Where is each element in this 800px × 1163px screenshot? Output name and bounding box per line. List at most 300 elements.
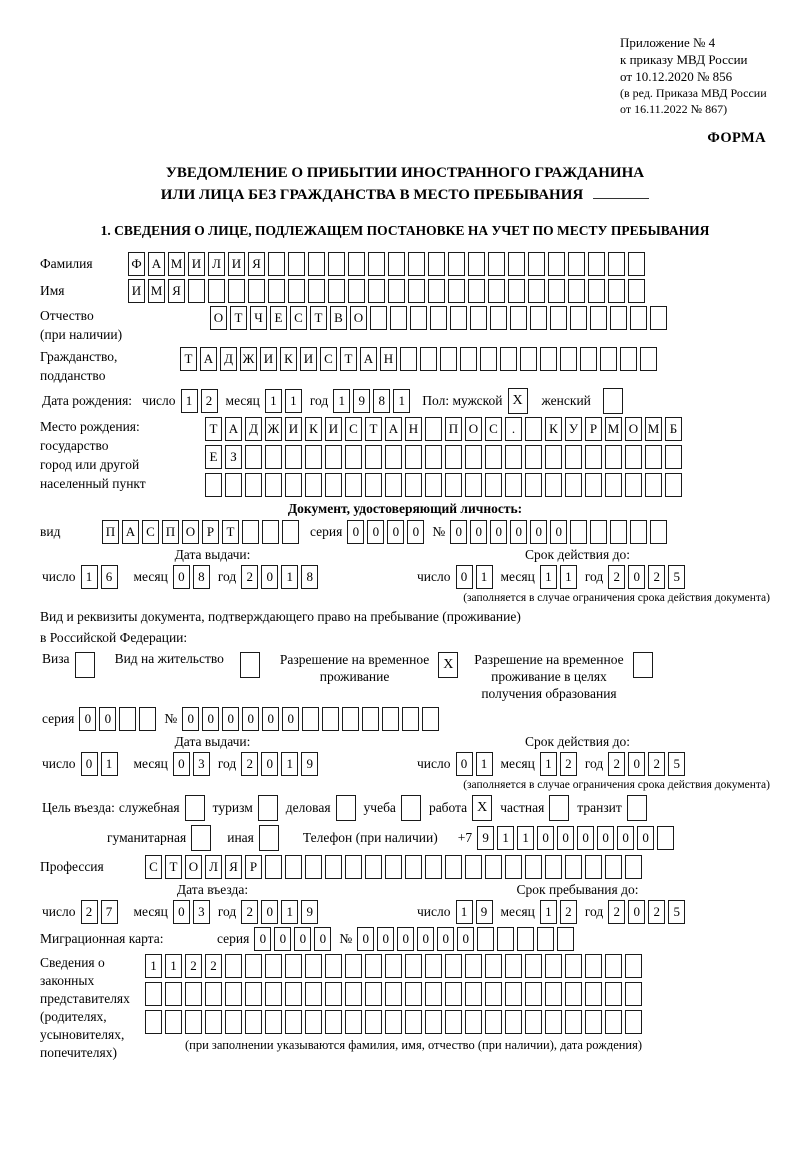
char-box[interactable] bbox=[517, 927, 534, 951]
char-box[interactable]: 8 bbox=[301, 565, 318, 589]
char-box[interactable] bbox=[625, 855, 642, 879]
char-box[interactable] bbox=[348, 279, 365, 303]
char-box[interactable]: 3 bbox=[193, 900, 210, 924]
char-box[interactable]: 9 bbox=[476, 900, 493, 924]
char-box[interactable] bbox=[165, 1010, 182, 1034]
char-box[interactable] bbox=[365, 982, 382, 1006]
char-box[interactable] bbox=[342, 707, 359, 731]
char-box[interactable] bbox=[408, 279, 425, 303]
char-box[interactable] bbox=[465, 445, 482, 469]
char-box[interactable] bbox=[139, 707, 156, 731]
char-box[interactable] bbox=[165, 982, 182, 1006]
char-box[interactable]: 2 bbox=[205, 954, 222, 978]
char-box[interactable]: С bbox=[290, 306, 307, 330]
char-box[interactable] bbox=[265, 1010, 282, 1034]
char-box[interactable] bbox=[188, 279, 205, 303]
char-box[interactable] bbox=[445, 445, 462, 469]
char-box[interactable] bbox=[585, 855, 602, 879]
char-box[interactable]: 0 bbox=[173, 900, 190, 924]
char-box[interactable] bbox=[505, 954, 522, 978]
char-box[interactable]: 0 bbox=[254, 927, 271, 951]
char-box[interactable]: 2 bbox=[608, 752, 625, 776]
char-box[interactable] bbox=[485, 473, 502, 497]
char-box[interactable] bbox=[585, 445, 602, 469]
char-box[interactable] bbox=[285, 1010, 302, 1034]
char-box[interactable] bbox=[485, 1010, 502, 1034]
char-box[interactable]: Е bbox=[205, 445, 222, 469]
char-box[interactable]: А bbox=[360, 347, 377, 371]
char-box[interactable]: 2 bbox=[648, 900, 665, 924]
char-box[interactable]: К bbox=[305, 417, 322, 441]
char-box[interactable] bbox=[285, 954, 302, 978]
char-box[interactable]: 0 bbox=[242, 707, 259, 731]
char-box[interactable] bbox=[385, 982, 402, 1006]
char-box[interactable]: Л bbox=[208, 252, 225, 276]
char-box[interactable] bbox=[610, 306, 627, 330]
char-box[interactable] bbox=[568, 279, 585, 303]
char-box[interactable] bbox=[525, 954, 542, 978]
char-box[interactable] bbox=[328, 279, 345, 303]
char-box[interactable]: Я bbox=[248, 252, 265, 276]
char-box[interactable] bbox=[445, 982, 462, 1006]
char-box[interactable]: И bbox=[188, 252, 205, 276]
char-box[interactable]: 0 bbox=[262, 707, 279, 731]
char-box[interactable]: 0 bbox=[457, 927, 474, 951]
char-box[interactable]: О bbox=[185, 855, 202, 879]
char-box[interactable]: 0 bbox=[357, 927, 374, 951]
char-box[interactable] bbox=[580, 347, 597, 371]
char-box[interactable] bbox=[205, 1010, 222, 1034]
char-box[interactable]: 2 bbox=[81, 900, 98, 924]
char-box[interactable]: 0 bbox=[510, 520, 527, 544]
char-box[interactable] bbox=[345, 445, 362, 469]
char-box[interactable]: 0 bbox=[99, 707, 116, 731]
char-box[interactable]: 0 bbox=[222, 707, 239, 731]
char-box[interactable]: С bbox=[142, 520, 159, 544]
char-box[interactable] bbox=[505, 473, 522, 497]
char-box[interactable]: К bbox=[280, 347, 297, 371]
char-box[interactable]: 1 bbox=[265, 389, 282, 413]
char-box[interactable]: О bbox=[182, 520, 199, 544]
char-box[interactable] bbox=[625, 1010, 642, 1034]
char-box[interactable]: 5 bbox=[668, 565, 685, 589]
char-box[interactable]: 2 bbox=[241, 565, 258, 589]
char-box[interactable]: 5 bbox=[668, 752, 685, 776]
char-box[interactable]: 0 bbox=[490, 520, 507, 544]
char-box[interactable] bbox=[388, 279, 405, 303]
char-box[interactable] bbox=[545, 954, 562, 978]
char-box[interactable]: 0 bbox=[274, 927, 291, 951]
char-box[interactable] bbox=[528, 279, 545, 303]
char-box[interactable]: 0 bbox=[282, 707, 299, 731]
char-box[interactable] bbox=[600, 347, 617, 371]
char-box[interactable] bbox=[225, 473, 242, 497]
char-box[interactable] bbox=[225, 982, 242, 1006]
char-box[interactable] bbox=[605, 1010, 622, 1034]
char-box[interactable]: Е bbox=[270, 306, 287, 330]
char-box[interactable]: Я bbox=[168, 279, 185, 303]
char-box[interactable] bbox=[508, 252, 525, 276]
char-box[interactable]: 2 bbox=[185, 954, 202, 978]
checkbox[interactable] bbox=[401, 795, 421, 821]
char-box[interactable] bbox=[525, 445, 542, 469]
char-box[interactable] bbox=[345, 1010, 362, 1034]
char-box[interactable] bbox=[468, 279, 485, 303]
char-box[interactable]: Д bbox=[220, 347, 237, 371]
char-box[interactable] bbox=[348, 252, 365, 276]
char-box[interactable] bbox=[305, 982, 322, 1006]
char-box[interactable]: 0 bbox=[79, 707, 96, 731]
char-box[interactable] bbox=[610, 520, 627, 544]
char-box[interactable]: Д bbox=[245, 417, 262, 441]
char-box[interactable]: 1 bbox=[281, 900, 298, 924]
char-box[interactable] bbox=[565, 1010, 582, 1034]
char-box[interactable] bbox=[305, 473, 322, 497]
char-box[interactable]: К bbox=[545, 417, 562, 441]
char-box[interactable]: 7 bbox=[101, 900, 118, 924]
char-box[interactable] bbox=[288, 252, 305, 276]
char-box[interactable]: 0 bbox=[617, 826, 634, 850]
char-box[interactable] bbox=[325, 445, 342, 469]
char-box[interactable]: 1 bbox=[540, 752, 557, 776]
char-box[interactable]: 9 bbox=[477, 826, 494, 850]
char-box[interactable] bbox=[545, 1010, 562, 1034]
char-box[interactable] bbox=[325, 855, 342, 879]
char-box[interactable]: В bbox=[330, 306, 347, 330]
char-box[interactable] bbox=[308, 252, 325, 276]
char-box[interactable]: Л bbox=[205, 855, 222, 879]
char-box[interactable] bbox=[590, 520, 607, 544]
char-box[interactable] bbox=[525, 417, 542, 441]
char-box[interactable] bbox=[325, 473, 342, 497]
char-box[interactable]: Т bbox=[310, 306, 327, 330]
char-box[interactable]: А bbox=[200, 347, 217, 371]
char-box[interactable]: Т bbox=[340, 347, 357, 371]
char-box[interactable] bbox=[288, 279, 305, 303]
char-box[interactable]: 0 bbox=[417, 927, 434, 951]
char-box[interactable] bbox=[365, 954, 382, 978]
char-box[interactable] bbox=[665, 445, 682, 469]
char-box[interactable] bbox=[405, 1010, 422, 1034]
char-box[interactable] bbox=[385, 855, 402, 879]
char-box[interactable] bbox=[550, 306, 567, 330]
char-box[interactable]: 8 bbox=[193, 565, 210, 589]
char-box[interactable] bbox=[460, 347, 477, 371]
char-box[interactable]: Т bbox=[365, 417, 382, 441]
char-box[interactable]: О bbox=[465, 417, 482, 441]
char-box[interactable] bbox=[305, 855, 322, 879]
char-box[interactable]: 0 bbox=[261, 752, 278, 776]
char-box[interactable]: 1 bbox=[285, 389, 302, 413]
char-box[interactable] bbox=[405, 445, 422, 469]
char-box[interactable]: 1 bbox=[281, 752, 298, 776]
char-box[interactable] bbox=[450, 306, 467, 330]
char-box[interactable]: З bbox=[225, 445, 242, 469]
char-box[interactable]: О bbox=[350, 306, 367, 330]
checkbox[interactable] bbox=[336, 795, 356, 821]
char-box[interactable] bbox=[268, 252, 285, 276]
char-box[interactable]: 0 bbox=[456, 565, 473, 589]
char-box[interactable]: 0 bbox=[557, 826, 574, 850]
char-box[interactable]: С bbox=[485, 417, 502, 441]
char-box[interactable]: И bbox=[300, 347, 317, 371]
char-box[interactable] bbox=[608, 252, 625, 276]
char-box[interactable] bbox=[477, 927, 494, 951]
char-box[interactable]: Ф bbox=[128, 252, 145, 276]
char-box[interactable]: А bbox=[225, 417, 242, 441]
char-box[interactable] bbox=[665, 473, 682, 497]
char-box[interactable] bbox=[445, 855, 462, 879]
char-box[interactable] bbox=[390, 306, 407, 330]
char-box[interactable] bbox=[145, 1010, 162, 1034]
char-box[interactable] bbox=[388, 252, 405, 276]
char-box[interactable]: 1 bbox=[497, 826, 514, 850]
char-box[interactable] bbox=[325, 982, 342, 1006]
char-box[interactable]: С bbox=[320, 347, 337, 371]
char-box[interactable] bbox=[565, 982, 582, 1006]
char-box[interactable]: 9 bbox=[353, 389, 370, 413]
char-box[interactable]: Н bbox=[380, 347, 397, 371]
char-box[interactable] bbox=[557, 927, 574, 951]
char-box[interactable] bbox=[365, 445, 382, 469]
char-box[interactable] bbox=[530, 306, 547, 330]
char-box[interactable]: А bbox=[148, 252, 165, 276]
char-box[interactable] bbox=[485, 445, 502, 469]
checkbox[interactable]: X bbox=[508, 388, 528, 414]
char-box[interactable] bbox=[585, 1010, 602, 1034]
char-box[interactable]: 0 bbox=[347, 520, 364, 544]
char-box[interactable] bbox=[445, 954, 462, 978]
char-box[interactable] bbox=[605, 855, 622, 879]
char-box[interactable]: 1 bbox=[333, 389, 350, 413]
char-box[interactable] bbox=[465, 1010, 482, 1034]
char-box[interactable] bbox=[405, 982, 422, 1006]
char-box[interactable] bbox=[585, 954, 602, 978]
char-box[interactable] bbox=[525, 855, 542, 879]
char-box[interactable]: И bbox=[260, 347, 277, 371]
char-box[interactable] bbox=[345, 954, 362, 978]
char-box[interactable] bbox=[325, 954, 342, 978]
char-box[interactable]: Т bbox=[230, 306, 247, 330]
char-box[interactable]: А bbox=[385, 417, 402, 441]
checkbox[interactable] bbox=[603, 388, 623, 414]
char-box[interactable] bbox=[262, 520, 279, 544]
char-box[interactable]: 0 bbox=[367, 520, 384, 544]
char-box[interactable] bbox=[645, 473, 662, 497]
char-box[interactable] bbox=[528, 252, 545, 276]
char-box[interactable] bbox=[468, 252, 485, 276]
char-box[interactable] bbox=[425, 1010, 442, 1034]
char-box[interactable] bbox=[365, 855, 382, 879]
char-box[interactable] bbox=[645, 445, 662, 469]
char-box[interactable] bbox=[590, 306, 607, 330]
char-box[interactable] bbox=[385, 954, 402, 978]
char-box[interactable] bbox=[265, 473, 282, 497]
char-box[interactable] bbox=[545, 982, 562, 1006]
char-box[interactable]: 2 bbox=[648, 565, 665, 589]
char-box[interactable]: 0 bbox=[294, 927, 311, 951]
char-box[interactable] bbox=[305, 445, 322, 469]
char-box[interactable] bbox=[545, 445, 562, 469]
char-box[interactable] bbox=[425, 954, 442, 978]
char-box[interactable] bbox=[465, 855, 482, 879]
char-box[interactable] bbox=[428, 279, 445, 303]
char-box[interactable]: 1 bbox=[456, 900, 473, 924]
char-box[interactable] bbox=[500, 347, 517, 371]
char-box[interactable] bbox=[305, 954, 322, 978]
char-box[interactable]: 0 bbox=[456, 752, 473, 776]
char-box[interactable]: 1 bbox=[145, 954, 162, 978]
char-box[interactable] bbox=[585, 982, 602, 1006]
char-box[interactable]: 8 bbox=[373, 389, 390, 413]
char-box[interactable] bbox=[570, 520, 587, 544]
char-box[interactable]: Р bbox=[585, 417, 602, 441]
char-box[interactable] bbox=[497, 927, 514, 951]
char-box[interactable]: И bbox=[228, 252, 245, 276]
char-box[interactable] bbox=[408, 252, 425, 276]
char-box[interactable]: 0 bbox=[450, 520, 467, 544]
char-box[interactable] bbox=[525, 1010, 542, 1034]
char-box[interactable] bbox=[448, 252, 465, 276]
char-box[interactable] bbox=[400, 347, 417, 371]
char-box[interactable] bbox=[505, 982, 522, 1006]
char-box[interactable] bbox=[620, 347, 637, 371]
char-box[interactable]: Ж bbox=[240, 347, 257, 371]
char-box[interactable]: П bbox=[162, 520, 179, 544]
char-box[interactable] bbox=[345, 473, 362, 497]
char-box[interactable]: 0 bbox=[387, 520, 404, 544]
char-box[interactable] bbox=[485, 855, 502, 879]
char-box[interactable]: 2 bbox=[241, 900, 258, 924]
char-box[interactable] bbox=[488, 279, 505, 303]
char-box[interactable]: И bbox=[325, 417, 342, 441]
char-box[interactable] bbox=[245, 954, 262, 978]
char-box[interactable]: Т bbox=[165, 855, 182, 879]
char-box[interactable] bbox=[630, 306, 647, 330]
char-box[interactable]: О bbox=[210, 306, 227, 330]
char-box[interactable]: 2 bbox=[241, 752, 258, 776]
char-box[interactable]: 1 bbox=[540, 900, 557, 924]
char-box[interactable]: 0 bbox=[628, 752, 645, 776]
char-box[interactable]: 6 bbox=[101, 565, 118, 589]
char-box[interactable] bbox=[385, 445, 402, 469]
char-box[interactable] bbox=[625, 445, 642, 469]
char-box[interactable]: 3 bbox=[193, 752, 210, 776]
char-box[interactable] bbox=[345, 855, 362, 879]
char-box[interactable]: 2 bbox=[560, 752, 577, 776]
char-box[interactable]: У bbox=[565, 417, 582, 441]
char-box[interactable] bbox=[465, 982, 482, 1006]
char-box[interactable] bbox=[628, 252, 645, 276]
char-box[interactable] bbox=[265, 445, 282, 469]
char-box[interactable] bbox=[540, 347, 557, 371]
char-box[interactable] bbox=[605, 445, 622, 469]
char-box[interactable] bbox=[505, 1010, 522, 1034]
char-box[interactable] bbox=[370, 306, 387, 330]
char-box[interactable]: Т bbox=[205, 417, 222, 441]
char-box[interactable] bbox=[625, 982, 642, 1006]
char-box[interactable] bbox=[625, 473, 642, 497]
checkbox[interactable]: X bbox=[438, 652, 458, 678]
char-box[interactable] bbox=[225, 1010, 242, 1034]
char-box[interactable]: П bbox=[102, 520, 119, 544]
char-box[interactable] bbox=[485, 982, 502, 1006]
char-box[interactable] bbox=[548, 252, 565, 276]
char-box[interactable] bbox=[422, 707, 439, 731]
char-box[interactable]: Б bbox=[665, 417, 682, 441]
char-box[interactable]: 1 bbox=[281, 565, 298, 589]
char-box[interactable] bbox=[119, 707, 136, 731]
char-box[interactable] bbox=[510, 306, 527, 330]
char-box[interactable]: 1 bbox=[165, 954, 182, 978]
char-box[interactable] bbox=[650, 306, 667, 330]
char-box[interactable]: 0 bbox=[637, 826, 654, 850]
checkbox[interactable] bbox=[258, 795, 278, 821]
char-box[interactable] bbox=[345, 982, 362, 1006]
char-box[interactable]: Р bbox=[202, 520, 219, 544]
char-box[interactable] bbox=[185, 982, 202, 1006]
char-box[interactable] bbox=[425, 982, 442, 1006]
char-box[interactable]: 0 bbox=[182, 707, 199, 731]
char-box[interactable] bbox=[265, 954, 282, 978]
char-box[interactable]: А bbox=[122, 520, 139, 544]
char-box[interactable] bbox=[385, 1010, 402, 1034]
char-box[interactable] bbox=[208, 279, 225, 303]
char-box[interactable] bbox=[242, 520, 259, 544]
char-box[interactable] bbox=[368, 279, 385, 303]
char-box[interactable] bbox=[430, 306, 447, 330]
char-box[interactable]: 0 bbox=[377, 927, 394, 951]
checkbox[interactable] bbox=[75, 652, 95, 678]
char-box[interactable] bbox=[480, 347, 497, 371]
char-box[interactable] bbox=[505, 855, 522, 879]
char-box[interactable] bbox=[365, 1010, 382, 1034]
char-box[interactable]: Н bbox=[405, 417, 422, 441]
char-box[interactable] bbox=[570, 306, 587, 330]
char-box[interactable] bbox=[545, 855, 562, 879]
char-box[interactable]: 1 bbox=[476, 565, 493, 589]
char-box[interactable] bbox=[548, 279, 565, 303]
char-box[interactable] bbox=[657, 826, 674, 850]
char-box[interactable] bbox=[650, 520, 667, 544]
char-box[interactable] bbox=[425, 473, 442, 497]
char-box[interactable]: 1 bbox=[81, 565, 98, 589]
char-box[interactable] bbox=[368, 252, 385, 276]
char-box[interactable] bbox=[640, 347, 657, 371]
char-box[interactable] bbox=[465, 954, 482, 978]
char-box[interactable] bbox=[420, 347, 437, 371]
char-box[interactable]: 1 bbox=[517, 826, 534, 850]
char-box[interactable] bbox=[425, 855, 442, 879]
char-box[interactable]: 0 bbox=[470, 520, 487, 544]
char-box[interactable] bbox=[245, 473, 262, 497]
char-box[interactable] bbox=[425, 417, 442, 441]
char-box[interactable] bbox=[322, 707, 339, 731]
char-box[interactable]: 0 bbox=[537, 826, 554, 850]
char-box[interactable] bbox=[265, 982, 282, 1006]
char-box[interactable] bbox=[445, 1010, 462, 1034]
char-box[interactable]: 2 bbox=[608, 565, 625, 589]
char-box[interactable]: 2 bbox=[648, 752, 665, 776]
char-box[interactable] bbox=[565, 473, 582, 497]
char-box[interactable] bbox=[285, 855, 302, 879]
char-box[interactable] bbox=[282, 520, 299, 544]
char-box[interactable] bbox=[308, 279, 325, 303]
char-box[interactable] bbox=[588, 279, 605, 303]
char-box[interactable] bbox=[520, 347, 537, 371]
char-box[interactable]: 2 bbox=[608, 900, 625, 924]
char-box[interactable] bbox=[405, 473, 422, 497]
